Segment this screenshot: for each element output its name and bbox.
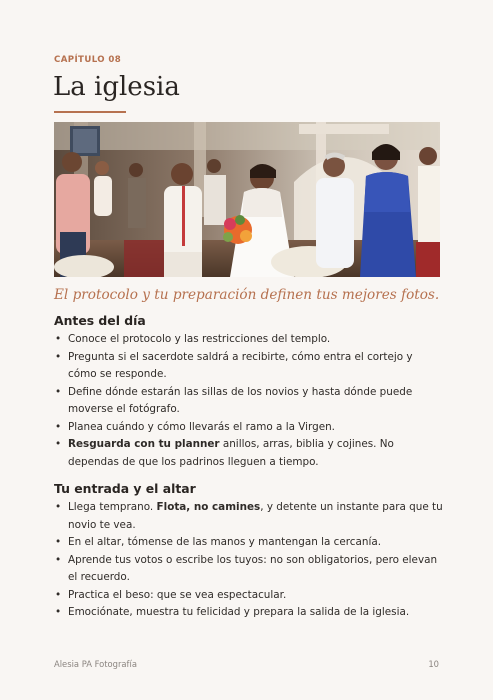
list-entrance-altar (54, 499, 444, 622)
list-item: • Resguarda con tu planner anillos, arras, biblia y cojines. No dependas de que los padrinos lleguen a tiempo. (54, 436, 444, 471)
section-heading-entrance-altar: Tu entrada y el altar (54, 481, 196, 496)
page-title: La iglesia (53, 72, 180, 102)
list-item: • Conoce el protocolo y las restricciones del templo. (54, 331, 444, 349)
title-underline (54, 111, 126, 113)
list-item: • Aprende tus votos o escribe los tuyos: no son obligatorios, pero elevan el recuerdo. (54, 552, 444, 587)
footer-brand: Alesia PA Fotografía (54, 659, 137, 669)
list-item: • En el altar, tómense de las manos y mantengan la cercanía. (54, 534, 444, 552)
bride-entering-church-photo (54, 122, 440, 277)
photo-illustration (54, 122, 440, 277)
footer-page-number: 10 (428, 659, 439, 669)
list-before-day (54, 331, 444, 471)
chapter-label: CAPÍTULO 08 (54, 55, 122, 65)
list-item: • Planea cuándo y cómo llevarás el ramo a la Virgen. (54, 419, 444, 437)
list-item: • Define dónde estarán las sillas de los novios y hasta dónde puede moverse el fotógrafo. (54, 384, 444, 419)
tagline: El protocolo y tu preparación definen tus mejores fotos. (54, 287, 440, 303)
list-item: • Emociónate, muestra tu felicidad y prepara la salida de la iglesia. (54, 604, 444, 622)
list-item: • Pregunta si el sacerdote saldrá a recibirte, cómo entra el cortejo y cómo se responde. (54, 349, 444, 384)
list-item: • Practica el beso: que se vea espectacular. (54, 587, 444, 605)
list-item: • Llega temprano. Flota, no camines, y detente un instante para que tu novio te vea. (54, 499, 444, 534)
section-heading-before-day: Antes del día (54, 313, 146, 328)
